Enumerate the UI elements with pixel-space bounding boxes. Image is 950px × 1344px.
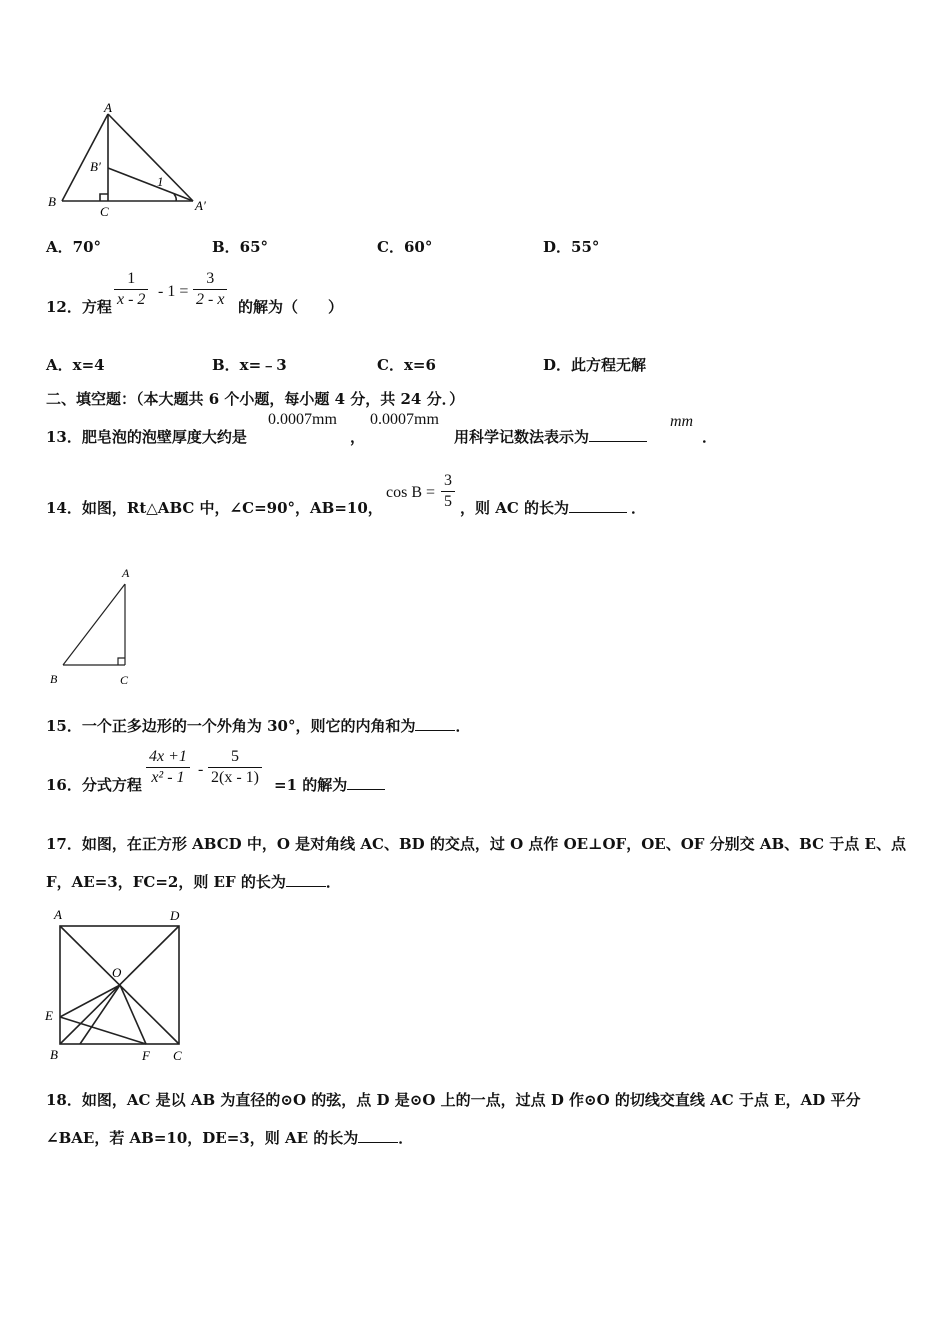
- q15-answer-blank[interactable]: [415, 718, 455, 731]
- q16-fraction-2: [208, 748, 262, 787]
- figure-q11: [40, 100, 220, 220]
- q11-option-c: C．60°: [377, 238, 433, 256]
- q12-option-c: C．x=6: [377, 356, 436, 374]
- q18-end: ．: [398, 1129, 414, 1147]
- q14-answer-blank[interactable]: [569, 500, 627, 513]
- q16-suffix: =1 的解为: [274, 776, 348, 794]
- label-B: B: [50, 1047, 58, 1062]
- q14-cos-label: cos B =: [386, 484, 436, 501]
- q13-answer-blank[interactable]: [589, 429, 647, 442]
- q16-frac2-num: 5: [230, 748, 239, 765]
- label-C: C: [173, 1048, 182, 1063]
- label-A: A: [122, 566, 130, 580]
- label-angle-1: 1: [157, 174, 164, 189]
- label-A: A: [104, 100, 112, 115]
- q15-text: 15．一个正多边形的一个外角为 30°，则它的内角和为: [46, 717, 416, 735]
- q13-prefix: 13．肥皂泡的泡壁厚度大约是: [46, 428, 247, 446]
- q14-suffix: [460, 497, 646, 518]
- q13-unit: mm: [670, 413, 694, 430]
- q14-fraction: [441, 472, 455, 511]
- label-O: O: [112, 965, 122, 980]
- segment-OE: [60, 985, 120, 1017]
- side-BA: [62, 114, 108, 201]
- q16-fraction-1: [146, 748, 190, 787]
- q12-fraction-1: [114, 270, 148, 309]
- q12-suffix: 的解为（ ）: [238, 298, 344, 316]
- side-AAp: [108, 114, 193, 201]
- q13-value-2: 0.0007mm: [370, 411, 439, 428]
- q12-minus-one: - 1 =: [158, 283, 189, 300]
- q16-answer-blank[interactable]: [347, 777, 385, 790]
- q12-fraction-2: [193, 270, 227, 309]
- q12-frac1-num: 1: [127, 270, 136, 287]
- q16-frac1-den: x² - 1: [151, 769, 185, 786]
- q16-suffix-wrap: [274, 774, 385, 795]
- q14-end: ．: [631, 499, 647, 517]
- section-heading: 二、填空题：（本大题共 6 个小题，每小题 4 分，共 24 分．）: [46, 390, 465, 408]
- q13-value-1: 0.0007mm: [268, 411, 337, 428]
- label-Ap: A′: [195, 198, 206, 213]
- q13-comma: ，: [350, 428, 366, 446]
- segment-OB2: [80, 985, 120, 1044]
- q18-line-2: [46, 1127, 413, 1148]
- q16-prefix: 16．分式方程: [46, 776, 142, 794]
- side-AB: [63, 584, 125, 665]
- label-Bp: B′: [90, 159, 101, 174]
- q13-end: ．: [702, 428, 718, 446]
- label-B: B: [48, 194, 56, 209]
- q13-mid: [454, 426, 647, 447]
- q12-option-d: D．此方程无解: [543, 356, 647, 374]
- figure-q14: [44, 562, 144, 692]
- q15: [46, 715, 471, 736]
- q17-line-1: 17．如图，在正方形 ABCD 中，O 是对角线 AC、BD 的交点，过 O 点作 OE⊥OF，OE、OF 分别交 AB、BC 于点 E、点: [46, 835, 906, 853]
- label-C: C: [100, 204, 109, 219]
- q14-suffix-text: ，则 AC 的长为: [460, 499, 570, 517]
- label-B: B: [50, 672, 58, 686]
- q13-mid-text: 用科学记数法表示为: [454, 428, 590, 446]
- q16-frac2-den: 2(x - 1): [211, 769, 259, 786]
- segment-OF: [120, 985, 146, 1044]
- q17-line-2-text: F，AE=3，FC=2，则 EF 的长为: [46, 873, 286, 891]
- figure-q17: [42, 905, 192, 1065]
- label-F: F: [142, 1048, 150, 1063]
- segment-BpAp: [108, 168, 193, 201]
- q14-frac-den: 5: [444, 493, 452, 510]
- q17-line-2: [46, 871, 341, 892]
- q12-frac2-den: 2 - x: [196, 291, 225, 308]
- q11-option-d: D．55°: [543, 238, 600, 256]
- q12-frac2-num: 3: [206, 270, 215, 287]
- label-A: A: [54, 907, 62, 922]
- q14-frac-num: 3: [444, 472, 452, 489]
- right-angle-mark: [118, 658, 125, 665]
- q12-number: 12．方程: [46, 298, 112, 316]
- q11-option-a: A．70°: [46, 238, 102, 256]
- q12-frac1-den: x - 2: [117, 291, 146, 308]
- q12-option-b: B．x=﹣3: [212, 356, 287, 374]
- right-angle-mark: [100, 194, 108, 201]
- label-C: C: [120, 673, 129, 687]
- q11-option-b: B．65°: [212, 238, 269, 256]
- q16-minus: -: [198, 761, 204, 778]
- label-E: E: [45, 1008, 53, 1023]
- label-D: D: [170, 908, 180, 923]
- q17-end: ．: [325, 873, 341, 891]
- q18-line-1: 18．如图，AC 是以 AB 为直径的⊙O 的弦，点 D 是⊙O 上的一点，过点 D 作⊙O 的切线交直线 AC 于点 E，AD 平分: [46, 1091, 861, 1109]
- q14-prefix: 14．如图，Rt△ABC 中，∠C=90°，AB=10，: [46, 499, 383, 517]
- q15-end: ．: [455, 717, 471, 735]
- q17-answer-blank[interactable]: [286, 874, 326, 887]
- q16-frac1-num: 4x +1: [149, 748, 187, 765]
- q18-line-2-text: ∠BAE，若 AB=10，DE=3，则 AE 的长为: [46, 1129, 359, 1147]
- q12-option-a: A．x=4: [46, 356, 105, 374]
- q18-answer-blank[interactable]: [358, 1130, 398, 1143]
